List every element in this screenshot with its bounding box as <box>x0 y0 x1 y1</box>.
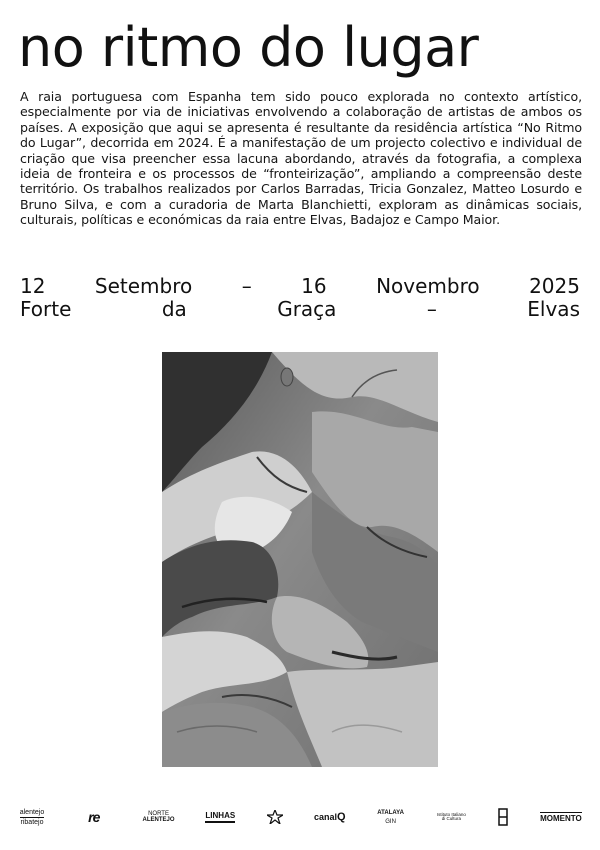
linhas-logo <box>203 812 237 823</box>
logo-gin-text: GIN <box>385 818 396 825</box>
venue-word-graca: Graça <box>277 297 337 321</box>
exhibition-venue <box>20 297 580 321</box>
e-mark-logo <box>496 808 510 826</box>
end-day: 16 <box>301 274 327 298</box>
star-fort-icon <box>267 810 283 824</box>
venue-word-forte: Forte <box>20 297 72 321</box>
poster-title: no ritmo do lugar <box>18 16 479 79</box>
logo-istituto-text: Istituto Italiano di Cultura <box>436 811 466 821</box>
momento-logo <box>538 812 584 823</box>
logo-linhas-text: LINHAS <box>205 812 235 823</box>
sponsor-logos <box>18 800 584 834</box>
logo-alentejo-text: alentejo <box>19 808 45 816</box>
exhibition-dates <box>20 274 580 298</box>
logo-canal-text: canal <box>314 811 338 822</box>
end-month: Novembro <box>376 274 480 298</box>
venue-word-da: da <box>161 297 187 321</box>
start-day: 12 <box>20 274 46 298</box>
norte-alentejo-logo <box>142 811 176 823</box>
logo-divider <box>20 817 44 818</box>
rock-texture-photo <box>162 352 438 767</box>
venue-city: Elvas <box>527 297 580 321</box>
logo-re-text: re <box>88 809 100 825</box>
logo-ribatejo-text: ribatejo <box>20 818 44 826</box>
forte-graca-logo <box>265 810 285 824</box>
canal-q-logo <box>313 812 347 823</box>
e-mark-icon <box>498 808 508 826</box>
year: 2025 <box>529 274 580 298</box>
atalaya-gin-logo <box>375 810 407 825</box>
poster-description: A raia portuguesa com Espanha tem sido pouco explorada no contexto artístico, especialmente por via de iniciativas envolvendo a colaboração de artistas de ambos os países. A exposição que aqui se apresenta é resultante da residência artística “No Ritmo do Lugar”, decorrida em 2024. É a manifestação de um projecto colectivo e individual de criação que visa preencher essa lacuna abordando, através da fotografia, a complexa ideia de fronteira e os processos de “fronteirização”, ampliando a compreensão deste território. Os trabalhos realizados por Carlos Barradas, Tricia Gonzalez, Matteo Losurdo e Bruno Silva, e com a curadoria de Marta Blanchietti, exploram as dinâmicas sociais, culturais, políticas e económicas da raia entre Elvas, Badajoz e Campo Maior. <box>20 89 582 228</box>
date-dash: – <box>241 274 252 298</box>
logo-momento-text: MOMENTO <box>540 813 582 823</box>
logo-norte-text: NORTE <box>148 811 169 817</box>
logo-norte-alentejo-text: ALENTEJO <box>142 817 175 823</box>
logo-rule <box>540 812 582 813</box>
start-month: Setembro <box>94 274 193 298</box>
re-logo <box>74 810 114 824</box>
venue-dash: – <box>426 297 437 321</box>
logo-atalaya-text: ATALAYA <box>377 809 404 816</box>
logo-canal-q-text: Q <box>337 810 346 823</box>
istituto-italiano-logo <box>434 813 468 822</box>
alentejo-ribatejo-logo <box>18 809 46 826</box>
